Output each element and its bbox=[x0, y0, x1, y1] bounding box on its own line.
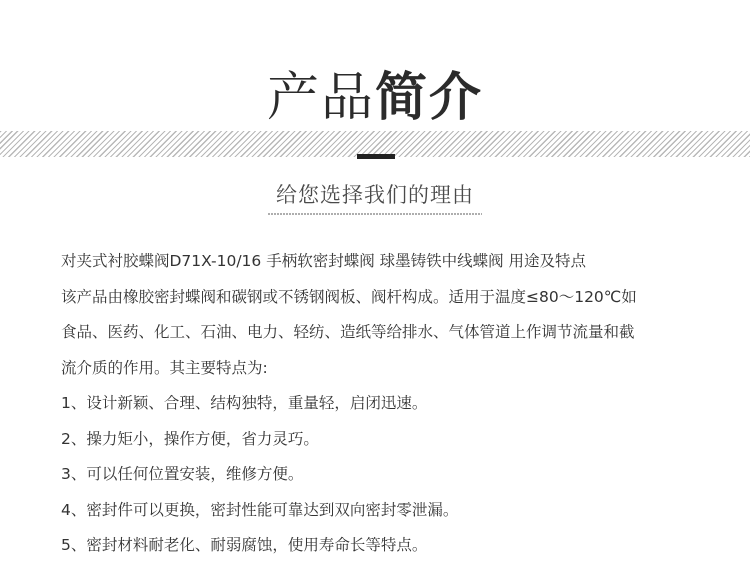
description-line: 流介质的作用。其主要特点为: bbox=[61, 358, 268, 377]
title-bold-part: 简介 bbox=[375, 68, 484, 128]
feature-item: 1、设计新颖、合理、结构独特，重量轻，启闭迅速。 bbox=[61, 394, 428, 412]
feature-item: 5、密封材料耐老化、耐弱腐蚀，使用寿命长等特点。 bbox=[61, 536, 428, 554]
subtitle-underline bbox=[268, 213, 482, 215]
product-description bbox=[61, 244, 741, 564]
description-line: 该产品由橡胶密封蝶阀和碳钢或不锈钢阀板、阀杆构成。适用于温度≤80～120℃如 bbox=[61, 287, 637, 306]
description-line: 食品、医药、化工、石油、电力、轻纺、造纸等给排水、气体管道上作调节流量和截 bbox=[61, 323, 635, 341]
section-subtitle: 给您选择我们的理由 bbox=[276, 183, 474, 207]
accent-bar bbox=[357, 154, 395, 159]
title-light-part: 产品 bbox=[266, 68, 375, 128]
section-title bbox=[0, 66, 750, 130]
feature-item: 4、密封件可以更换，密封性能可靠达到双向密封零泄漏。 bbox=[61, 500, 459, 519]
feature-item: 2、操力矩小，操作方便，省力灵巧。 bbox=[61, 429, 319, 448]
product-heading: 对夹式衬胶蝶阀D71X-10/16 手柄软密封蝶阀 球墨铸铁中线蝶阀 用途及特点 bbox=[61, 252, 587, 270]
feature-item: 3、可以任何位置安装，维修方便。 bbox=[61, 465, 304, 483]
